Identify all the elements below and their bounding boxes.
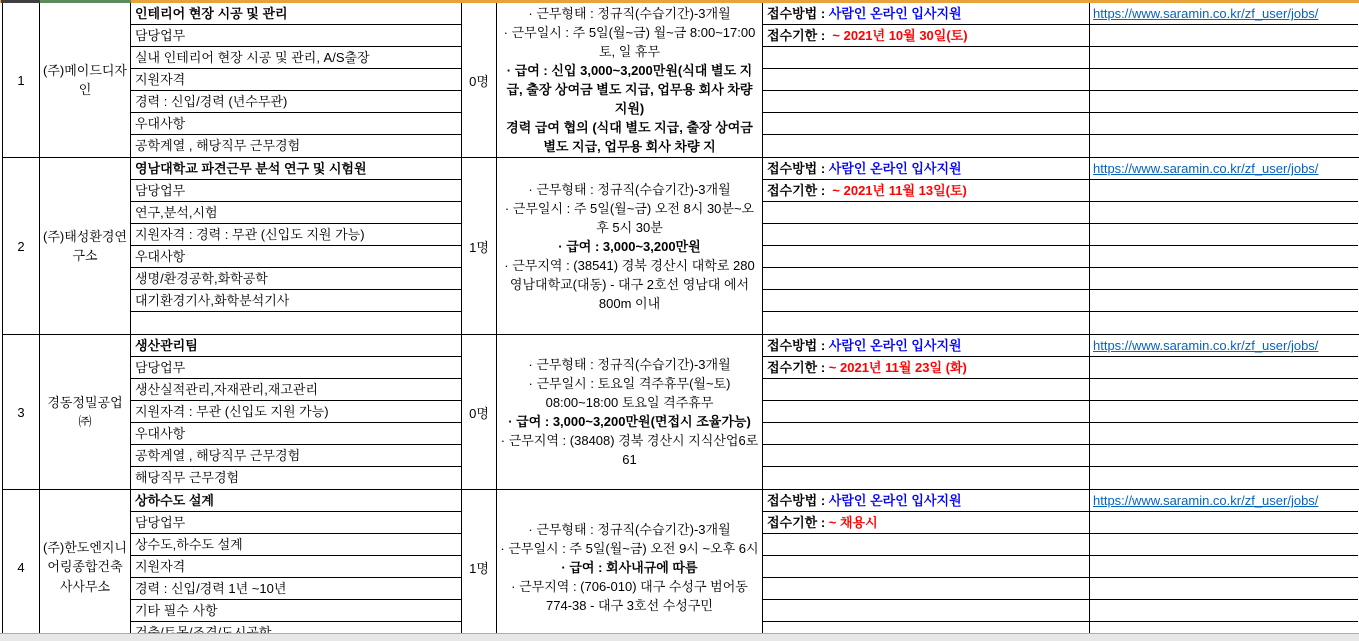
url-cell: [1090, 445, 1358, 467]
url-cell: [1090, 91, 1358, 113]
url-cell: [1090, 135, 1358, 157]
condition-line: · 근무지역 : (706-010) 대구 수성구 범어동 774-38 - 대구 3호선 수성구민: [511, 578, 748, 613]
apply-method-value: 사람인 온라인 입사지원: [828, 493, 962, 508]
application-info-cell: [763, 467, 1089, 489]
deadline-value: ~ 2021년 10월 30일(토): [828, 28, 968, 43]
condition-line: · 급여 : 신입 3,000~3,200만원(식대 별도 지급, 출장 상여금 별도 지급, 업무용 회사 차량 지원): [506, 63, 753, 116]
job-detail-cell: 영남대학교 파견근무 분석 연구 및 시험원: [131, 158, 461, 180]
deadline-label: 접수기한 :: [767, 360, 829, 375]
job-detail-cell: 생산실적관리,자재관리,재고관리: [131, 379, 461, 401]
application-info-cell: [763, 180, 1089, 202]
application-info-cell: [763, 135, 1089, 157]
job-detail-cell: 해당직무 근무경험: [135, 470, 240, 485]
deadline-value: ~ 채용시: [828, 515, 878, 530]
job-detail-cell: 경력 : 신입/경력 (년수무관): [131, 91, 461, 113]
condition-line: · 급여 : 3,000~3,200만원: [558, 238, 701, 254]
condition-line: · 근무형태 : 정규직(수습기간)-3개월: [528, 6, 731, 21]
work-conditions-cell: [497, 158, 763, 334]
job-detail-cell: 공학계열 , 해당직무 근무경험: [131, 445, 461, 467]
job-detail-cell: 대기환경기사,화학분석기사: [131, 290, 461, 312]
job-posting-link[interactable]: https://www.saramin.co.kr/zf_user/jobs/: [1093, 493, 1319, 508]
job-detail-cell: 상수도,하수도 설계: [131, 534, 461, 556]
url-cell: [1090, 158, 1358, 180]
headcount-cell: 1명: [462, 158, 497, 334]
application-info-cell: [763, 445, 1089, 467]
url-cell: [1090, 357, 1358, 379]
condition-line: · 급여 : 3,000~3,200만원(면접시 조율가능): [508, 414, 751, 429]
condition-line: · 근무형태 : 정규직(수습기간)-3개월: [528, 181, 731, 197]
application-info-cell: [763, 556, 1089, 578]
row-number-cell: 4: [2, 490, 40, 641]
url-cell: [1090, 246, 1358, 268]
job-detail-cell: 상하수도 설계: [131, 490, 461, 512]
url-cell: [1090, 47, 1358, 69]
job-detail-cell: 공학계열 , 해당직무 근무경험: [135, 138, 301, 153]
url-cell: [1090, 202, 1358, 224]
application-info-cell: [763, 379, 1089, 401]
url-cell: [1090, 290, 1358, 312]
job-detail-cell: 담당업무: [131, 25, 461, 47]
url-cell: [1090, 335, 1358, 357]
job-table: [2, 3, 1359, 641]
job-detail-cell: 실내 인테리어 현장 시공 및 관리, A/S출장: [131, 47, 461, 69]
company-name-cell: (주)태성환경연구소: [40, 158, 131, 334]
job-details-column: [131, 490, 462, 641]
job-detail-cell: 기타 필수 사항: [131, 600, 461, 622]
job-detail-cell: 경력 : 신입/경력 1년 ~10년: [131, 578, 461, 600]
condition-line: · 근무일시 : 주 5일(월~금) 오전 8시 30분~오후 5시 30분: [504, 200, 755, 235]
url-cell: [1090, 69, 1358, 91]
url-cell: [1090, 512, 1358, 534]
url-cell: [1090, 312, 1358, 334]
header-edge-green-segment: [40, 0, 131, 3]
work-conditions-cell: [497, 335, 763, 489]
application-info-cell: [763, 357, 1089, 379]
url-cell: [1090, 423, 1358, 445]
job-group-row: [2, 490, 1359, 641]
apply-method-value: 사람인 온라인 입사지원: [828, 338, 962, 353]
job-group-row: [2, 3, 1359, 158]
url-cell: [1090, 490, 1358, 512]
apply-method-value: 사람인 온라인 입사지원: [828, 6, 962, 21]
job-detail-cell: 우대사항: [131, 113, 461, 135]
application-info-cell: [763, 312, 1089, 334]
work-conditions-cell: [497, 3, 763, 157]
url-cell: [1090, 534, 1358, 556]
company-name-cell: (주)한도엔지니어링종합건축사사무소: [40, 490, 131, 641]
job-group-row: [2, 158, 1359, 335]
job-detail-cell: 담당업무: [131, 357, 461, 379]
apply-method-label: 접수방법 :: [767, 338, 829, 353]
job-details-column: [131, 3, 462, 157]
application-info-cell: [763, 246, 1089, 268]
application-info-cell: [763, 290, 1089, 312]
url-cell: [1090, 467, 1358, 489]
job-detail-cell: 지원자격: [131, 69, 461, 91]
condition-line: · 근무지역 : (38408) 경북 경산시 지식산업6로 61: [500, 433, 759, 467]
application-info-cell: [763, 202, 1089, 224]
application-info-cell: [763, 401, 1089, 423]
condition-line: · 근무형태 : 정규직(수습기간)-3개월: [528, 357, 731, 372]
job-posting-link[interactable]: https://www.saramin.co.kr/zf_user/jobs/: [1093, 161, 1319, 176]
url-cell: [1090, 113, 1358, 135]
job-detail-cell: 담당업무: [131, 180, 461, 202]
url-cell: [1090, 578, 1358, 600]
url-cell: [1090, 401, 1358, 423]
job-details-column: [131, 335, 462, 489]
job-detail-cell: 담당업무: [131, 512, 461, 534]
application-info-column: [763, 3, 1090, 157]
company-name-cell: (주)메이드디자인: [40, 3, 131, 157]
application-info-cell: [763, 268, 1089, 290]
job-detail-cell: 지원자격 : 무관 (신입도 지원 가능): [131, 401, 461, 423]
url-cell: [1090, 556, 1358, 578]
url-column: [1090, 3, 1358, 157]
job-detail-cell: 생산관리팀: [131, 335, 461, 357]
job-detail-cell: 우대사항: [131, 423, 461, 445]
url-cell: [1090, 379, 1358, 401]
job-detail-cell: 연구,분석,시험: [131, 202, 461, 224]
deadline-label: 접수기한 :: [767, 183, 829, 198]
application-info-cell: [763, 3, 1089, 25]
application-info-column: [763, 158, 1090, 334]
condition-line: 경력 급여 협의 (식대 별도 지급, 출장 상여금 별도 지급, 업무용 회사 차량 지: [506, 120, 753, 154]
apply-method-value: 사람인 온라인 입사지원: [828, 161, 962, 176]
job-detail-cell: 인테리어 현장 시공 및 관리: [131, 3, 461, 25]
job-detail-cell: 지원자격: [131, 556, 461, 578]
url-cell: [1090, 25, 1358, 47]
application-info-cell: [763, 69, 1089, 91]
application-info-cell: [763, 423, 1089, 445]
header-row-edge-strip: [0, 0, 1359, 3]
job-group-row: [2, 335, 1359, 490]
window-bottom-edge: [0, 633, 1359, 641]
application-info-cell: [763, 158, 1089, 180]
deadline-value: ~ 2021년 11월 13일(토): [828, 183, 967, 198]
application-info-cell: [763, 578, 1089, 600]
url-column: [1090, 490, 1358, 641]
apply-method-label: 접수방법 :: [767, 6, 829, 21]
application-info-column: [763, 335, 1090, 489]
application-info-cell: [763, 224, 1089, 246]
job-detail-cell: 생명/환경공학,화학공학: [131, 268, 461, 290]
application-info-cell: [763, 113, 1089, 135]
headcount-cell: 0명: [462, 3, 497, 157]
condition-line: · 근무일시 : 주 5일(월~금) 월~금 8:00~17:00 토, 일 휴무: [503, 25, 756, 59]
application-info-cell: [763, 600, 1089, 622]
header-edge-dark-segment: [1, 0, 40, 3]
url-column: [1090, 158, 1358, 334]
application-info-cell: [763, 91, 1089, 113]
url-cell: [1090, 180, 1358, 202]
application-info-cell: [763, 512, 1089, 534]
application-info-cell: [763, 47, 1089, 69]
condition-line: · 근무지역 : (38541) 경북 경산시 대학로 280 영남대학교(대동) - 대구 2호선 영남대 에서 800m 이내: [504, 257, 755, 311]
job-posting-link[interactable]: https://www.saramin.co.kr/zf_user/jobs/: [1093, 338, 1319, 353]
job-detail-cell: [131, 312, 461, 334]
job-posting-link[interactable]: https://www.saramin.co.kr/zf_user/jobs/: [1093, 6, 1319, 21]
url-cell: [1090, 268, 1358, 290]
apply-method-label: 접수방법 :: [767, 161, 829, 176]
condition-line: · 급여 : 회사내규에 따름: [561, 559, 698, 575]
application-info-cell: [763, 335, 1089, 357]
url-cell: [1090, 224, 1358, 246]
job-detail-cell: 우대사항: [131, 246, 461, 268]
work-conditions-cell: [497, 490, 763, 641]
url-column: [1090, 335, 1358, 489]
application-info-column: [763, 490, 1090, 641]
condition-line: · 근무일시 : 주 5일(월~금) 오전 9시 ~오후 6시: [500, 540, 759, 556]
apply-method-label: 접수방법 :: [767, 493, 829, 508]
job-detail-cell: 지원자격 : 경력 : 무관 (신입도 지원 가능): [131, 224, 461, 246]
deadline-value: ~ 2021년 11월 23일 (화): [828, 360, 967, 375]
application-info-cell: [763, 490, 1089, 512]
condition-line: · 근무일시 : 토요일 격주휴무(월~토) 08:00~18:00 토요일 격주휴무: [528, 376, 731, 410]
company-name-cell: 경동정밀공업㈜: [40, 335, 131, 489]
row-number-cell: 3: [2, 335, 40, 489]
headcount-cell: 1명: [462, 490, 497, 641]
row-number-cell: 2: [2, 158, 40, 334]
deadline-label: 접수기한 :: [767, 515, 829, 530]
job-details-column: [131, 158, 462, 334]
application-info-cell: [763, 534, 1089, 556]
row-number-cell: 1: [2, 3, 40, 157]
condition-line: · 근무형태 : 정규직(수습기간)-3개월: [528, 521, 731, 537]
application-info-cell: [763, 25, 1089, 47]
url-cell: [1090, 600, 1358, 622]
headcount-cell: 0명: [462, 335, 497, 489]
deadline-label: 접수기한 :: [767, 28, 829, 43]
url-cell: [1090, 3, 1358, 25]
